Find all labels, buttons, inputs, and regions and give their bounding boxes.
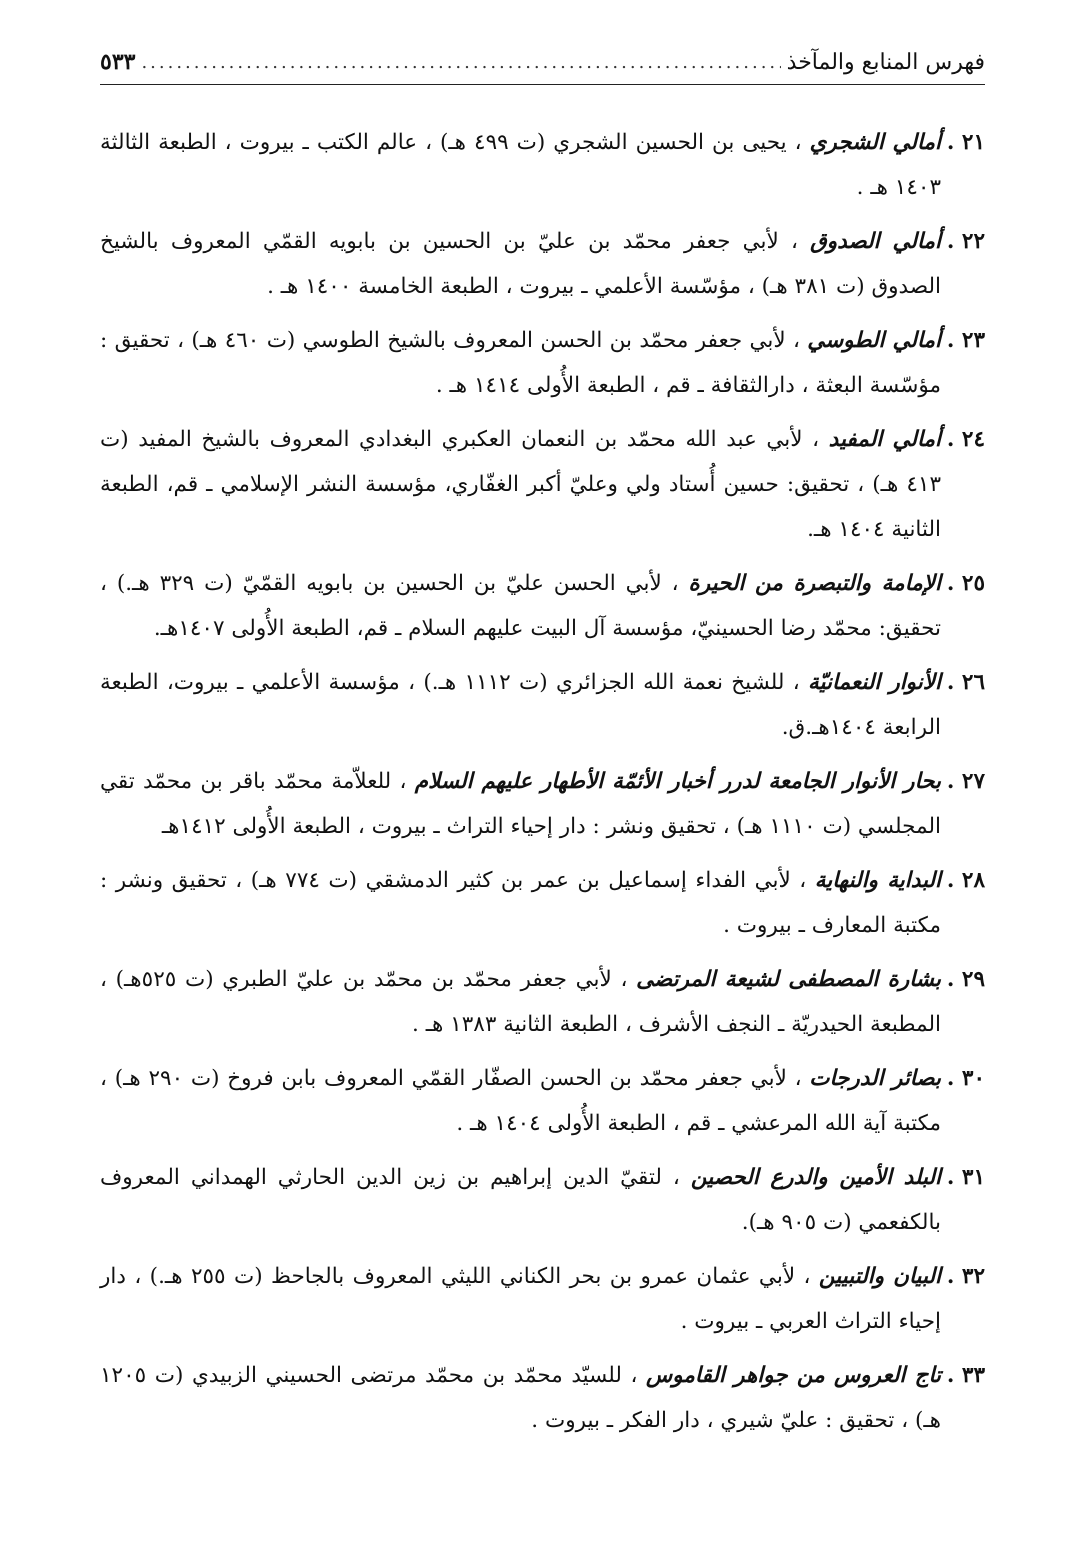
bibliography-list [100,120,985,1452]
bibliography-entry [100,219,985,309]
entry-text: ، لأبي الحسن عليّ بن الحسين بن بابويه القمّيّ (ت ٣٢٩ هـ.) ، تحقيق: محمّد رضا الحسينيّ، مؤسسة آل البيت عليهم السلام ـ قم، الطبعة الأُولى ١٤٠٧هـ. [100,571,941,641]
entry-text: ، للسيّد محمّد بن محمّد مرتضى الحسيني الزبيدي (ت ١٢٠٥ هـ) ، تحقيق : عليّ شيري ، دار الفكر ـ بيروت . [100,1363,941,1433]
entry-text: ، لأبي عبد الله محمّد بن النعمان العكبري البغدادي المعروف بالشيخ المفيد (ت ٤١٣ هـ) ، تحقيق: حسين أُستاد ولي وعليّ أكبر الغفّاري، مؤسسة النشر الإسلامي ـ قم، الطبعة الثانية ١٤٠٤ هـ. [100,427,941,542]
entry-text: ، لأبي جعفر محمّد بن عليّ بن الحسين بن بابويه القمّي المعروف بالشيخ الصدوق (ت ٣٨١ هـ) ، مؤسّسة الأعلمي ـ بيروت ، الطبعة الخامسة ١٤٠٠ هـ . [100,229,941,299]
entry-title: بصائر الدرجات [809,1066,941,1091]
entry-title: الإمامة والتبصرة من الحيرة [688,571,941,596]
bibliography-entry [100,1353,985,1443]
bibliography-entry [100,1056,985,1146]
entry-title: الأنوار النعمانيّة [808,670,942,695]
entry-number: ٢٥ . [946,571,985,596]
entry-title: البداية والنهاية [814,868,942,893]
entry-text: ، لأبي جعفر محمّد بن الحسن الصفّار القمّي المعروف بابن فروخ (ت ٢٩٠ هـ) ، مكتبة آية الله المرعشي ـ قم ، الطبعة الأُولى ١٤٠٤ هـ . [100,1066,941,1136]
bibliography-entry [100,417,985,552]
bibliography-entry [100,957,985,1047]
header-leader-dots [141,52,780,73]
bibliography-entry [100,561,985,651]
entry-number: ٢٤ . [946,427,985,452]
entry-text: ، لأبي عثمان عمرو بن بحر الكناني الليثي المعروف بالجاحظ (ت ٢٥٥ هـ.) ، دار إحياء التراث العربي ـ بيروت . [100,1264,941,1334]
entry-number: ٢٦ . [946,670,985,695]
running-header [100,40,985,85]
entry-text: ، يحيى بن الحسين الشجري (ت ٤٩٩ هـ) ، عالم الكتب ـ بيروت ، الطبعة الثالثة ١٤٠٣ هـ . [100,130,941,200]
entry-number: ٢٢ . [946,229,985,254]
entry-title: البيان والتبيين [818,1264,941,1289]
entry-title: أمالي الطوسي [807,328,941,353]
entry-number: ٢٧ . [946,769,985,794]
entry-number: ٢٩ . [946,967,985,992]
entry-text: ، لتقيّ الدين إبراهيم بن زين الدين الحارثي الهمداني المعروف بالكفعمي (ت ٩٠٥ هـ). [100,1165,941,1235]
entry-text: ، للشيخ نعمة الله الجزائري (ت ١١١٢ هـ.) ، مؤسسة الأعلمي ـ بيروت، الطبعة الرابعة ١٤٠٤هـ.ق. [100,670,941,740]
bibliography-entry [100,660,985,750]
entry-number: ٢٣ . [946,328,985,353]
entry-number: ٢١ . [946,130,985,155]
entry-title: بحار الأنوار الجامعة لدرر أخبار الأئمّة الأطهار عليهم السلام [414,769,941,794]
entry-number: ٢٨ . [946,868,985,893]
bibliography-entry [100,1254,985,1344]
entry-title: بشارة المصطفى لشيعة المرتضى [636,967,941,992]
bibliography-entry [100,318,985,408]
bibliography-entry [100,858,985,948]
bibliography-entry [100,1155,985,1245]
entry-text: ، لأبي جعفر محمّد بن الحسن المعروف بالشيخ الطوسي (ت ٤٦٠ هـ) ، تحقيق : مؤسّسة البعثة ، دارالثقافة ـ قم ، الطبعة الأُولى ١٤١٤ هـ . [100,328,941,398]
entry-number: ٣١ . [946,1165,985,1190]
entry-title: أمالي الشجري [809,130,941,155]
entry-number: ٣٠ . [946,1066,985,1091]
entry-number: ٣٢ . [946,1264,985,1289]
entry-title: أمالي الصدوق [810,229,942,254]
entry-text: ، لأبي الفداء إسماعيل بن عمر بن كثير الدمشقي (ت ٧٧٤ هـ) ، تحقيق ونشر : مكتبة المعارف ـ بيروت . [100,868,941,938]
entry-title: أمالي المفيد [828,427,941,452]
entry-title: تاج العروس من جواهر القاموس [646,1363,941,1388]
entry-title: البلد الأمين والدرع الحصين [690,1165,941,1190]
page-number: ٥٣٣ [100,49,136,75]
bibliography-entry [100,120,985,210]
bibliography-entry [100,759,985,849]
entry-text: ، لأبي جعفر محمّد بن محمّد بن عليّ الطبري (ت ٥٢٥هـ) ، المطبعة الحيدريّة ـ النجف الأشرف ، الطبعة الثانية ١٣٨٣ هـ . [100,967,941,1037]
entry-number: ٣٣ . [946,1363,985,1388]
entry-text: ، للعلاّمة محمّد باقر بن محمّد تقي المجلسي (ت ١١١٠ هـ) ، تحقيق ونشر : دار إحياء التراث ـ بيروت ، الطبعة الأُولى ١٤١٢هـ [100,769,941,839]
header-title: فهرس المنابع والمآخذ [786,49,985,75]
